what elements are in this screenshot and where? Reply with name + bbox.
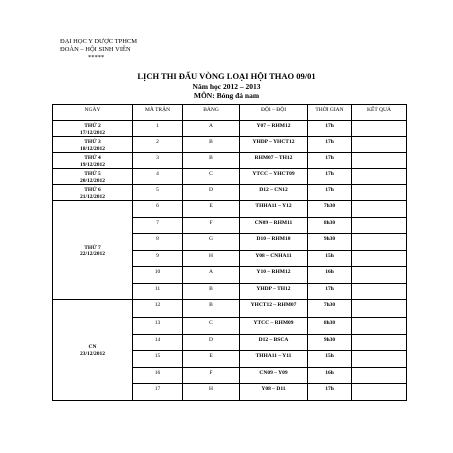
day-name: THỨ 6	[84, 187, 101, 193]
org-line-union: ĐOÀN – HỘI SINH VIÊN	[60, 46, 131, 53]
match-code-cell: 11	[133, 283, 183, 300]
time-cell: 15h	[308, 250, 352, 267]
teams-cell: Y10 – RHM12	[240, 267, 308, 284]
time-cell: 9h30	[308, 334, 352, 351]
day-date: 20/12/2012	[79, 177, 106, 184]
teams-cell: D12 – CN12	[240, 185, 308, 201]
org-line-university: ĐẠI HỌC Y DƯỢC TPHCM	[60, 38, 138, 45]
day-date: 23/12/2012	[79, 350, 106, 357]
result-cell	[352, 384, 407, 401]
day-date: 18/12/2012	[79, 145, 106, 152]
teams-cell: YTCC – RHM09	[240, 318, 308, 335]
group-cell: E	[183, 351, 240, 368]
table-row	[53, 121, 407, 137]
organization-header	[60, 38, 137, 62]
table-row	[53, 201, 407, 218]
teams-cell: Y07 – RHM12	[240, 121, 308, 137]
teams-cell: YTCC – YHCT09	[240, 169, 308, 185]
time-cell: 7h30	[308, 300, 352, 318]
result-cell	[352, 283, 407, 300]
time-cell: 17h	[308, 384, 352, 401]
table-row	[53, 185, 407, 201]
time-cell: 7h30	[308, 201, 352, 218]
result-cell	[352, 234, 407, 251]
match-code-cell: 10	[133, 267, 183, 284]
org-stars: *****	[88, 54, 105, 61]
match-code-cell: 15	[133, 351, 183, 368]
table-row	[53, 169, 407, 185]
day-date: 19/12/2012	[79, 161, 106, 168]
group-cell: F	[183, 367, 240, 384]
time-cell: 17h	[308, 121, 352, 137]
match-code-cell: 16	[133, 367, 183, 384]
time-cell: 16h	[308, 267, 352, 284]
match-code-cell: 3	[133, 153, 183, 169]
day-cell	[53, 153, 133, 169]
match-code-cell: 5	[133, 185, 183, 201]
time-cell: 17h	[308, 169, 352, 185]
time-cell: 9h30	[308, 234, 352, 251]
result-cell	[352, 201, 407, 218]
result-cell	[352, 185, 407, 201]
teams-cell: Y08 – CNHA11	[240, 250, 308, 267]
match-code-cell: 2	[133, 137, 183, 153]
teams-cell: CN09 – Y09	[240, 367, 308, 384]
group-cell: E	[183, 201, 240, 218]
table-header-row	[53, 105, 407, 121]
teams-cell: Y08 – D11	[240, 384, 308, 401]
result-cell	[352, 318, 407, 335]
day-cell	[53, 137, 133, 153]
table-row	[53, 137, 407, 153]
result-cell	[352, 169, 407, 185]
day-cell	[53, 300, 133, 401]
schedule-body	[53, 121, 407, 401]
sport-subject: MÔN: Bóng đá nam	[193, 91, 260, 100]
column-header-time: THỜI GIAN	[308, 105, 352, 121]
group-cell: F	[183, 217, 240, 234]
table-row	[53, 153, 407, 169]
day-cell	[53, 169, 133, 185]
result-cell	[352, 267, 407, 284]
group-cell: B	[183, 283, 240, 300]
day-name: THỨ 3	[84, 139, 101, 145]
match-code-cell: 14	[133, 334, 183, 351]
match-code-cell: 9	[133, 250, 183, 267]
match-code-cell: 12	[133, 300, 183, 318]
table-row	[53, 300, 407, 318]
day-name: THỨ 2	[84, 123, 101, 129]
day-name: THỨ 5	[84, 171, 101, 177]
teams-cell: D12 – BSCA	[240, 334, 308, 351]
teams-cell: YHDP – YHCT12	[240, 137, 308, 153]
column-header-match-code: MÃ TRẬN	[133, 105, 183, 121]
result-cell	[352, 367, 407, 384]
result-cell	[352, 300, 407, 318]
teams-cell: THHA11 – Y12	[240, 201, 308, 218]
result-cell	[352, 217, 407, 234]
time-cell: 15h	[308, 351, 352, 368]
teams-cell: CN09 – RHM11	[240, 217, 308, 234]
group-cell: D	[183, 185, 240, 201]
column-header-group: BẢNG	[183, 105, 240, 121]
result-cell	[352, 334, 407, 351]
day-cell	[53, 185, 133, 201]
group-cell: H	[183, 384, 240, 401]
document-title: LỊCH THI ĐẤU VÒNG LOẠI HỘI THAO 09/01	[137, 71, 316, 81]
group-cell: C	[183, 318, 240, 335]
day-name: THỨ 4	[84, 155, 101, 161]
group-cell: A	[183, 121, 240, 137]
time-cell: 16h	[308, 367, 352, 384]
result-cell	[352, 121, 407, 137]
group-cell: B	[183, 153, 240, 169]
column-header-teams: ĐỘI – ĐỘI	[240, 105, 308, 121]
result-cell	[352, 351, 407, 368]
time-cell: 8h30	[308, 217, 352, 234]
teams-cell: D10 – RHM10	[240, 234, 308, 251]
day-name: CN	[88, 344, 97, 351]
match-code-cell: 4	[133, 169, 183, 185]
result-cell	[352, 153, 407, 169]
time-cell: 8h30	[308, 318, 352, 335]
teams-cell: RHM07 – TH12	[240, 153, 308, 169]
match-code-cell: 1	[133, 121, 183, 137]
group-cell: G	[183, 234, 240, 251]
time-cell: 17h	[308, 153, 352, 169]
column-header-result: KẾT QUẢ	[352, 105, 407, 121]
day-date: 21/12/2012	[79, 193, 106, 200]
group-cell: A	[183, 267, 240, 284]
time-cell: 17h	[308, 283, 352, 300]
result-cell	[352, 137, 407, 153]
group-cell: D	[183, 334, 240, 351]
teams-cell: THHA11 – Y11	[240, 351, 308, 368]
teams-cell: YHDP – TH12	[240, 283, 308, 300]
day-date: 22/12/2012	[79, 251, 106, 257]
time-cell: 17h	[308, 137, 352, 153]
match-code-cell: 8	[133, 234, 183, 251]
academic-year: Năm học 2012 – 2013	[192, 82, 261, 91]
group-cell: C	[183, 169, 240, 185]
day-date: 17/12/2012	[79, 129, 106, 136]
match-code-cell: 13	[133, 318, 183, 335]
group-cell: B	[183, 137, 240, 153]
time-cell: 17h	[308, 185, 352, 201]
group-cell: B	[183, 300, 240, 318]
day-cell	[53, 201, 133, 300]
group-cell: H	[183, 250, 240, 267]
result-cell	[352, 250, 407, 267]
day-name: THỨ 7	[84, 244, 101, 251]
schedule-table	[52, 104, 407, 401]
match-code-cell: 7	[133, 217, 183, 234]
teams-cell: YHCT12 – RHM07	[240, 300, 308, 318]
column-header-date: NGÀY	[53, 105, 133, 121]
match-code-cell: 6	[133, 201, 183, 218]
match-code-cell: 17	[133, 384, 183, 401]
day-cell	[53, 121, 133, 137]
